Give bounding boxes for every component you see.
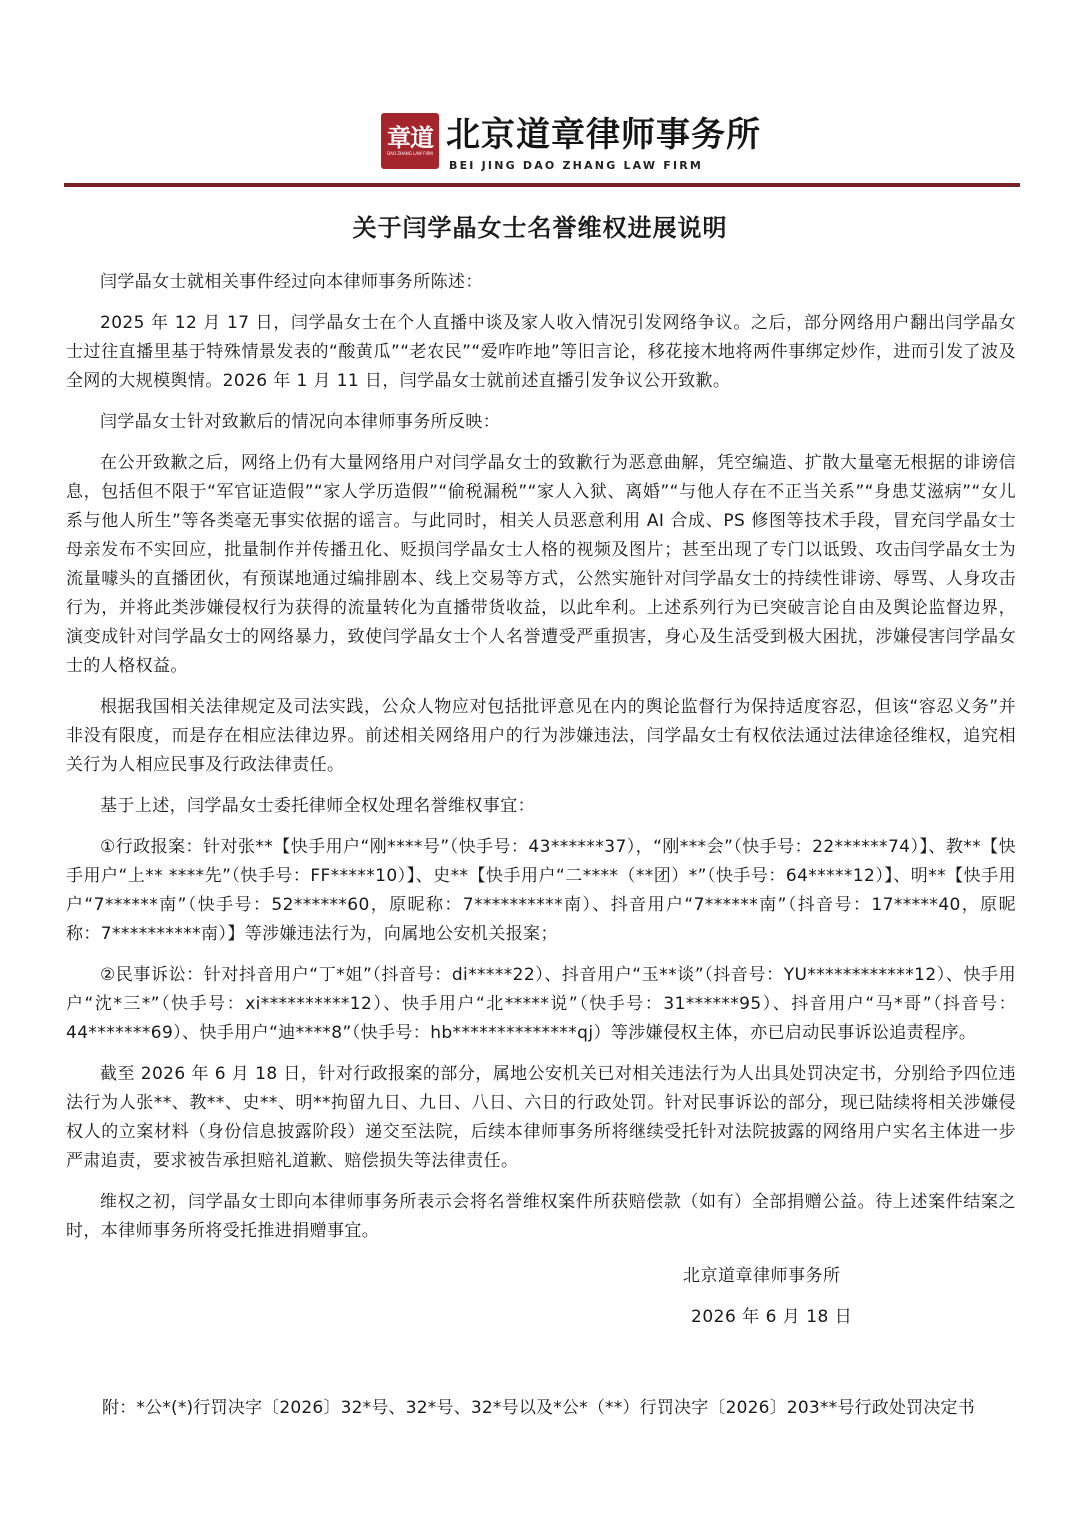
document-body [66,268,1016,1246]
letterhead [0,105,1080,185]
paragraph-civil-litigation: ②民事诉讼：针对抖音用户“丁*姐”（抖音号：di*****22）、抖音用户“玉**谈”（抖音号：YU************12）、快手用户“沈*三*”（快手号：xi**********12）、快手用户“北*****说”（快手号：31******95）、抖音用户“马*哥”（抖音号：44*******69）、快手用户“迪****8”（快手号：hb**************qj）等涉嫌侵权主体，亦已启动民事诉讼追责程序。 [66,965,1016,1043]
signature-firm-name: 北京道章律师事务所 [683,1266,841,1286]
seal-characters: 章道 [387,123,433,152]
paragraph-intro: 闫学晶女士就相关事件经过向本律师事务所陈述： [100,272,483,292]
firm-name-chinese: 北京道章律师事务所 [446,115,761,155]
paragraph-after-apology-intro: 闫学晶女士针对致歉后的情况向本律师事务所反映： [100,412,501,432]
firm-name-english: BEI JING DAO ZHANG LAW FIRM [449,159,704,172]
paragraph-administrative-report: ①行政报案：针对张**【快手用户“刚****号”（快手号：43******37），“刚***会”（快手号：22******74）】、教**【快手用户“上** ****先”（快手号：FF*****10）】、史**【快手用户“二****（**团）*”（快手号：64*****12）】、明**【快手用户“7******南”（快手号：52******60，原昵称：7**********南）、抖音用户“7******南”（抖音号：17*****40，原昵称：7**********南）】等涉嫌违法行为，向属地公安机关报案； [66,837,1016,944]
paragraph-progress: 截至 2026 年 6 月 18 日，针对行政报案的部分，属地公安机关已对相关违法行为人出具处罚决定书，分别给予四位违法行为人张**、教**、史**、明**拘留九日、九日、八日、六日的行政处罚。针对民事诉讼的部分，现已陆续将相关涉嫌侵权人的立案材料（身份信息披露阶段）递交至法院，后续本律师事务所将继续受托针对法院披露的网络用户实名主体进一步严肃追责，要求被告承担赔礼道歉、赔偿损失等法律责任。 [66,1064,1016,1171]
paragraph-online-attacks: 在公开致歉之后，网络上仍有大量网络用户对闫学晶女士的致歉行为恶意曲解，凭空编造、扩散大量毫无根据的诽谤信息，包括但不限于“军官证造假”“家人学历造假”“偷税漏税”“家人入狱、离婚”“与他人存在不正当关系”“身患艾滋病”“女儿系与他人所生”等各类毫无事实依据的谣言。与此同时，相关人员恶意利用 AI 合成、PS 修图等技术手段，冒充闫学晶女士母亲发布不实回应，批量制作并传播丑化、贬损闫学晶女士人格的视频及图片；甚至出现了专门以诋毁、攻击闫学晶女士为流量噱头的直播团伙，有预谋地通过编排剧本、线上交易等方式，公然实施针对闫学晶女士的持续性诽谤、辱骂、人身攻击行为，并将此类涉嫌侵权行为获得的流量转化为直播带货收益，以此牟利。上述系列行为已突破言论自由及舆论监督边界，演变成针对闫学晶女士的网络暴力，致使闫学晶女士个人名誉遭受严重损害，身心及生活受到极大困扰，涉嫌侵害闫学晶女士的人格权益。 [66,453,1016,676]
firm-logo-seal [381,113,439,169]
paragraph-background: 2025 年 12 月 17 日，闫学晶女士在个人直播中谈及家人收入情况引发网络争议。之后，部分网络用户翻出闫学晶女士过往直播里基于特殊情景发表的“酸黄瓜”“老农民”“爱咋咋地”等旧言论，移花接木地将两件事绑定炒作，进而引发了波及全网的大规模舆情。2026 年 1 月 11 日，闫学晶女士就前述直播引发争议公开致歉。 [66,313,1016,391]
paragraph-donation: 维权之初，闫学晶女士即向本律师事务所表示会将名誉维权案件所获赔偿款（如有）全部捐赠公益。待上述案件结案之时，本律师事务所将受托推进捐赠事宜。 [66,1192,1016,1241]
header-divider [64,183,1020,187]
document-title: 关于闫学晶女士名誉维权进展说明 [352,214,728,242]
attachment-note: 附：*公*(*)行罚决字〔2026〕32*号、32*号、32*号以及*公*（**）行罚决字〔2026〕203**号行政处罚决定书 [102,1398,975,1418]
seal-subtext: DAO ZHANG LAW FIRM [387,151,433,156]
signature-date: 2026 年 6 月 18 日 [691,1307,853,1327]
paragraph-legal-basis: 根据我国相关法律规定及司法实践，公众人物应对包括批评意见在内的舆论监督行为保持适度容忍，但该“容忍义务”并非没有限度，而是存在相应法律边界。前述相关网络用户的行为涉嫌违法，闫学晶女士有权依法通过法律途径维权，追究相关行为人相应民事及行政法律责任。 [66,697,1016,775]
paragraph-entrustment: 基于上述，闫学晶女士委托律师全权处理名誉维权事宜： [100,796,535,816]
